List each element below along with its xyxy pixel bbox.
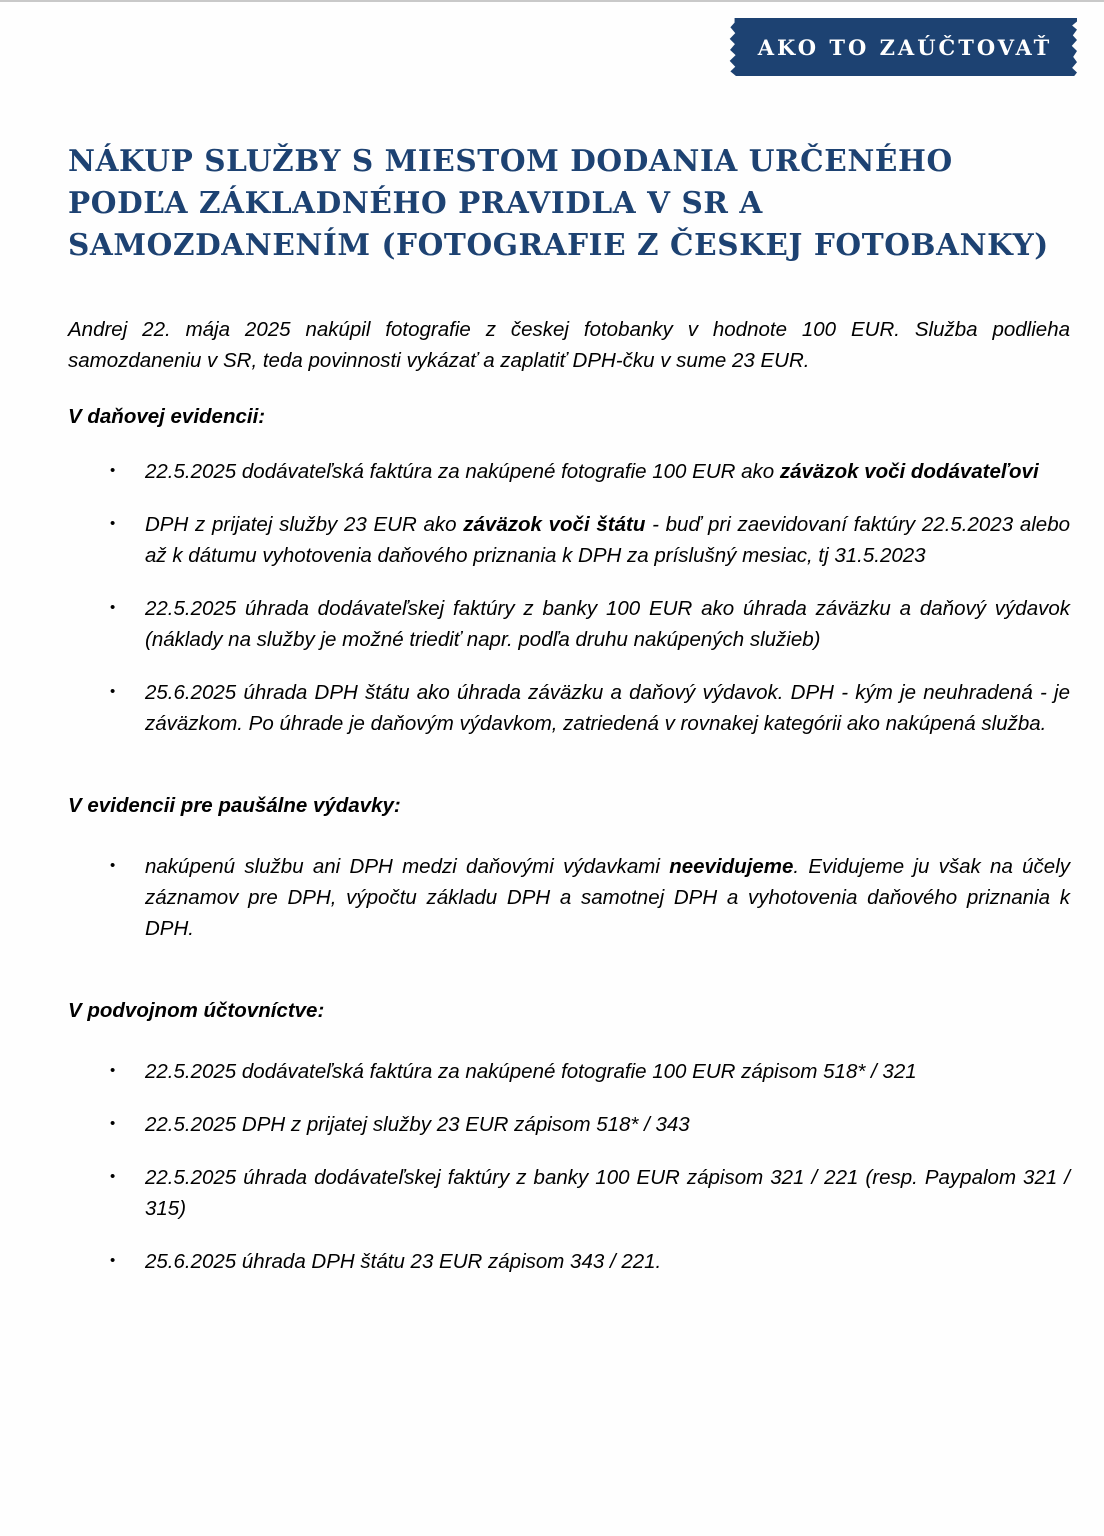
list-item-text-pre: DPH z prijatej služby 23 EUR ako [145,513,464,536]
list-item-text-pre: 22.5.2025 úhrada dodávateľskej faktúry z banky 100 EUR ako úhrada záväzku a daňový výdavok (náklady na služby je možné triediť napr. podľa druhu nakúpených služieb) [145,597,1070,651]
bullet-list [68,456,1070,739]
intro-paragraph: Andrej 22. mája 2025 nakúpil fotografie z českej fotobanky v hodnote 100 EUR. Služba podlieha samozdaneniu v SR, teda povinnosti vykázať a zaplatiť DPH-čku v sume 23 EUR. [68,318,1070,372]
list-item [68,677,1070,739]
section-podvojne-uctovnictvo [68,996,1070,1277]
list-item-text-pre: 25.6.2025 úhrada DPH štátu ako úhrada záväzku a daňový výdavok. DPH - kým je neuhradená - je záväzkom. Po úhrade je daňovým výdavkom, zatriedená v rovnakej kategórii ako nakúpená služba. [145,681,1070,735]
list-item-text-post: . Evidujeme ju však na účely záznamov pre DPH, výpočtu základu DPH a samotnej DPH a vyhotovenia daňového priznania k DPH. [145,855,1071,940]
list-item [68,1109,1070,1140]
document-body [68,314,1070,1299]
section-pausalne-vydavky [68,791,1070,944]
section-heading: V podvojnom účtovníctve: [68,999,325,1022]
list-item-text-pre: 22.5.2025 úhrada dodávateľskej faktúry z banky 100 EUR zápisom 321 / 221 (resp. Paypalom 321 / 315) [145,1166,1070,1220]
list-item [68,509,1070,571]
list-item-text-pre: 22.5.2025 dodávateľská faktúra za nakúpené fotografie 100 EUR zápisom 518* / 321 [145,1060,917,1083]
list-item-text-bold: neevidujeme [669,855,794,878]
list-item-text-bold: záväzok voči štátu [463,513,646,536]
list-item [68,456,1070,487]
bullet-list [68,1056,1070,1277]
list-item [68,593,1070,655]
list-item [68,1162,1070,1224]
list-item-text-post: - buď pri zaevidovaní faktúry 22.5.2023 alebo až k dátumu vyhotovenia daňového priznania k DPH za príslušný mesiac, tj 31.5.2023 [145,513,1070,567]
header-badge [729,18,1077,76]
bullet-list [68,851,1070,944]
list-item [68,1056,1070,1087]
list-item [68,1246,1070,1277]
list-item-text-pre: 22.5.2025 dodávateľská faktúra za nakúpené fotografie 100 EUR ako [145,460,780,483]
list-item [68,851,1070,944]
list-item-text-bold: záväzok voči dodávateľovi [779,460,1039,483]
list-item-text-pre: 22.5.2025 DPH z prijatej služby 23 EUR zápisom 518* / 343 [145,1113,690,1136]
section-heading: V evidencii pre paušálne výdavky: [68,794,401,817]
section-danova-evidencia [68,402,1070,739]
list-item-text-pre: 25.6.2025 úhrada DPH štátu 23 EUR zápisom 343 / 221. [145,1250,662,1273]
section-heading: V daňovej evidencii: [68,405,266,428]
badge-label: AKO TO ZAÚČTOVAŤ [757,34,1053,60]
page-title: NÁKUP SLUŽBY S MIESTOM DODANIA URČENÉHO PODĽA ZÁKLADNÉHO PRAVIDLA V SR A SAMOZDANENÍM (FOTOGRAFIE Z ČESKEJ FOTOBANKY) [68,143,1049,262]
list-item-text-pre: nakúpenú službu ani DPH medzi daňovými výdavkami [145,855,670,878]
